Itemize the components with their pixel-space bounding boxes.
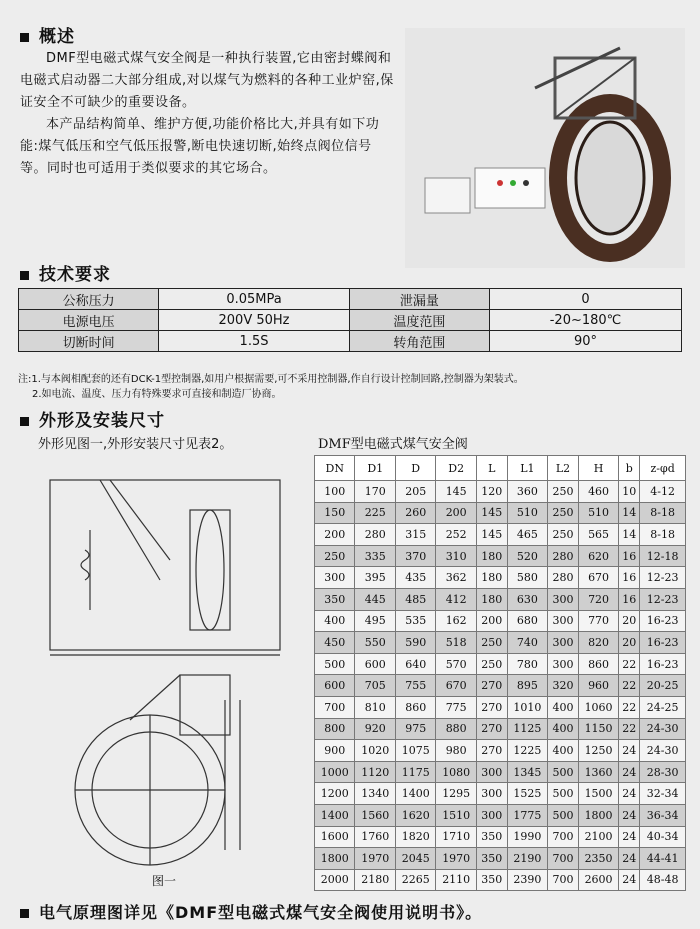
table-cell: 270 xyxy=(476,740,507,762)
table-row xyxy=(315,783,686,805)
table-cell: 780 xyxy=(507,653,547,675)
column-header: DN xyxy=(315,456,355,481)
table-header-row xyxy=(315,456,686,481)
square-bullet-icon xyxy=(20,417,29,426)
table-cell: 350 xyxy=(476,869,507,891)
table-cell: 24-30 xyxy=(640,740,686,762)
table-cell: 1075 xyxy=(395,740,435,762)
table-cell: 24 xyxy=(619,761,640,783)
table-cell: 740 xyxy=(507,632,547,654)
table-cell: 720 xyxy=(578,588,618,610)
table-cell: 670 xyxy=(578,567,618,589)
table-cell: 550 xyxy=(355,632,395,654)
square-bullet-icon xyxy=(20,271,29,280)
table-cell: 520 xyxy=(507,545,547,567)
square-bullet-icon xyxy=(20,33,29,42)
table-cell: 670 xyxy=(436,675,476,697)
table-cell: 300 xyxy=(548,653,579,675)
table-cell: 24 xyxy=(619,783,640,805)
table-cell: 2265 xyxy=(395,869,435,891)
table-cell: 250 xyxy=(476,632,507,654)
table-cell: 1970 xyxy=(436,848,476,870)
table-cell: 1970 xyxy=(355,848,395,870)
column-header: H xyxy=(578,456,618,481)
column-header: L xyxy=(476,456,507,481)
table-cell: 1340 xyxy=(355,783,395,805)
table-cell: 1400 xyxy=(395,783,435,805)
table-cell: 770 xyxy=(578,610,618,632)
table-cell: 310 xyxy=(436,545,476,567)
table-row xyxy=(315,567,686,589)
table-row xyxy=(315,740,686,762)
table-cell: 200 xyxy=(436,502,476,524)
table-cell: 465 xyxy=(507,524,547,546)
table-cell: 1800 xyxy=(315,848,355,870)
table-row xyxy=(315,610,686,632)
table-cell: 1500 xyxy=(578,783,618,805)
table-cell: 145 xyxy=(476,502,507,524)
table-cell: 250 xyxy=(315,545,355,567)
table-cell: 1225 xyxy=(507,740,547,762)
table-cell: 880 xyxy=(436,718,476,740)
table-cell: 435 xyxy=(395,567,435,589)
table-cell: 960 xyxy=(578,675,618,697)
footer-note: 电气原理图详见《DMF型电磁式煤气安全阀使用说明书》。 xyxy=(20,900,482,923)
table-row xyxy=(315,761,686,783)
column-header: D xyxy=(395,456,435,481)
table-cell: 495 xyxy=(355,610,395,632)
table-cell: 500 xyxy=(315,653,355,675)
table-cell: 14 xyxy=(619,502,640,524)
table-cell: 8-18 xyxy=(640,502,686,524)
table-cell: 900 xyxy=(315,740,355,762)
table-cell: 300 xyxy=(476,761,507,783)
table-row xyxy=(315,524,686,546)
dims-intro: 外形见图一,外形安装尺寸见表2。 xyxy=(38,437,233,452)
table-cell: 170 xyxy=(355,481,395,503)
table-cell: 860 xyxy=(395,696,435,718)
table-cell: 975 xyxy=(395,718,435,740)
table-cell: 1775 xyxy=(507,804,547,826)
table-cell: 640 xyxy=(395,653,435,675)
table-cell: 16-23 xyxy=(640,610,686,632)
table-cell: 1710 xyxy=(436,826,476,848)
table-cell: 500 xyxy=(548,761,579,783)
table-cell: 100 xyxy=(315,481,355,503)
table-row: 电源电压 200V 50Hz 温度范围 -20~180℃ xyxy=(19,310,682,331)
table-cell: 630 xyxy=(507,588,547,610)
table-cell: 600 xyxy=(355,653,395,675)
table-row xyxy=(315,848,686,870)
table-cell: 8-18 xyxy=(640,524,686,546)
table-row: 切断时间 1.5S 转角范围 90° xyxy=(19,331,682,352)
table-cell: 800 xyxy=(315,718,355,740)
table-cell: 145 xyxy=(476,524,507,546)
table-cell: 1295 xyxy=(436,783,476,805)
table-cell: 22 xyxy=(619,696,640,718)
table-cell: 810 xyxy=(355,696,395,718)
table-row xyxy=(315,588,686,610)
table-row xyxy=(315,675,686,697)
table-cell: 22 xyxy=(619,718,640,740)
table-cell: 370 xyxy=(395,545,435,567)
table-cell: 22 xyxy=(619,675,640,697)
table-cell: 24 xyxy=(619,740,640,762)
table-cell: 700 xyxy=(548,869,579,891)
table-cell: 1990 xyxy=(507,826,547,848)
table-cell: 250 xyxy=(548,524,579,546)
table-cell: 570 xyxy=(436,653,476,675)
table-cell: 300 xyxy=(548,610,579,632)
table-cell: 1175 xyxy=(395,761,435,783)
table-row xyxy=(315,545,686,567)
table-cell: 225 xyxy=(355,502,395,524)
table-cell: 150 xyxy=(315,502,355,524)
table-cell: 300 xyxy=(476,783,507,805)
table-row xyxy=(315,632,686,654)
table-cell: 1000 xyxy=(315,761,355,783)
table-row xyxy=(315,826,686,848)
table-cell: 2110 xyxy=(436,869,476,891)
dimension-table xyxy=(314,455,686,891)
table-cell: 12-18 xyxy=(640,545,686,567)
table-cell: 16 xyxy=(619,567,640,589)
table-row xyxy=(315,696,686,718)
table-row: 公称压力 0.05MPa 泄漏量 0 xyxy=(19,289,682,310)
table-cell: 895 xyxy=(507,675,547,697)
table-cell: 48-48 xyxy=(640,869,686,891)
table-cell: 600 xyxy=(315,675,355,697)
table-cell: 1800 xyxy=(578,804,618,826)
table-cell: 450 xyxy=(315,632,355,654)
table-cell: 860 xyxy=(578,653,618,675)
figure-caption: 图一 xyxy=(152,874,177,888)
column-header: b xyxy=(619,456,640,481)
overview-paragraph-2: 本产品结构简单、维护方便,功能价格比大,并具有如下功能:煤气低压和空气低压报警,断电快速切断,始终点阀位信号等。同时也可适用于类似要求的其它场合。 xyxy=(20,117,380,176)
table-cell: 518 xyxy=(436,632,476,654)
column-header: z-φd xyxy=(640,456,686,481)
table-cell: 620 xyxy=(578,545,618,567)
table-cell: 2390 xyxy=(507,869,547,891)
table-cell: 680 xyxy=(507,610,547,632)
table-cell: 320 xyxy=(548,675,579,697)
table-cell: 700 xyxy=(315,696,355,718)
table-cell: 400 xyxy=(548,718,579,740)
table-cell: 1345 xyxy=(507,761,547,783)
table-cell: 24 xyxy=(619,869,640,891)
table-cell: 535 xyxy=(395,610,435,632)
tech-notes xyxy=(18,372,524,402)
table-cell: 335 xyxy=(355,545,395,567)
table-cell: 10 xyxy=(619,481,640,503)
table-cell: 1010 xyxy=(507,696,547,718)
table-cell: 565 xyxy=(578,524,618,546)
product-photo xyxy=(405,28,685,268)
table-cell: 1560 xyxy=(355,804,395,826)
table-cell: 775 xyxy=(436,696,476,718)
table-cell: 16 xyxy=(619,545,640,567)
table-cell: 280 xyxy=(548,545,579,567)
square-bullet-icon xyxy=(20,909,29,918)
table-cell: 1060 xyxy=(578,696,618,718)
table-cell: 1080 xyxy=(436,761,476,783)
table-cell: 360 xyxy=(507,481,547,503)
table-cell: 44-41 xyxy=(640,848,686,870)
table-row xyxy=(315,502,686,524)
table-cell: 28-30 xyxy=(640,761,686,783)
table-cell: 980 xyxy=(436,740,476,762)
table-cell: 16-23 xyxy=(640,632,686,654)
tech-spec-table xyxy=(18,288,682,352)
table-cell: 24-25 xyxy=(640,696,686,718)
table-cell: 260 xyxy=(395,502,435,524)
table-cell: 1200 xyxy=(315,783,355,805)
table-row xyxy=(315,481,686,503)
column-header: L1 xyxy=(507,456,547,481)
table-cell: 300 xyxy=(548,632,579,654)
table-cell: 300 xyxy=(548,588,579,610)
dims-heading: 外形及安装尺寸 xyxy=(20,406,165,431)
table-cell: 705 xyxy=(355,675,395,697)
overview-paragraph-1: DMF型电磁式煤气安全阀是一种执行装置,它由密封蝶阀和电磁式启动器二大部分组成,对以煤气为燃料的各种工业炉窑,保证安全不可缺少的重要设备。 xyxy=(20,51,394,110)
overview-text xyxy=(20,48,395,180)
table-row xyxy=(315,869,686,891)
table-cell: 350 xyxy=(476,848,507,870)
table-cell: 412 xyxy=(436,588,476,610)
table-cell: 252 xyxy=(436,524,476,546)
table-cell: 485 xyxy=(395,588,435,610)
dims-table-title: DMF型电磁式煤气安全阀 xyxy=(318,437,468,452)
table-cell: 920 xyxy=(355,718,395,740)
table-cell: 270 xyxy=(476,675,507,697)
table-cell: 180 xyxy=(476,588,507,610)
table-cell: 395 xyxy=(355,567,395,589)
table-cell: 2045 xyxy=(395,848,435,870)
table-cell: 280 xyxy=(548,567,579,589)
note-1: 注:1.与本阀相配套的还有DCK-1型控制器,如用户根据需要,可不采用控制器,作自行设计控制回路,控制器为架装式。 xyxy=(18,374,524,385)
table-cell: 400 xyxy=(548,696,579,718)
table-cell: 2190 xyxy=(507,848,547,870)
table-cell: 590 xyxy=(395,632,435,654)
table-row xyxy=(315,718,686,740)
table-cell: 24 xyxy=(619,804,640,826)
table-cell: 32-34 xyxy=(640,783,686,805)
table-cell: 200 xyxy=(476,610,507,632)
tech-heading: 技术要求 xyxy=(20,260,111,285)
table-cell: 20 xyxy=(619,632,640,654)
table-cell: 300 xyxy=(315,567,355,589)
table-cell: 1125 xyxy=(507,718,547,740)
table-cell: 500 xyxy=(548,804,579,826)
table-cell: 16 xyxy=(619,588,640,610)
outline-drawing xyxy=(30,470,300,890)
table-cell: 14 xyxy=(619,524,640,546)
table-cell: 1525 xyxy=(507,783,547,805)
table-cell: 24 xyxy=(619,826,640,848)
table-cell: 700 xyxy=(548,826,579,848)
table-row xyxy=(315,804,686,826)
table-cell: 1020 xyxy=(355,740,395,762)
table-cell: 510 xyxy=(507,502,547,524)
table-cell: 1510 xyxy=(436,804,476,826)
table-cell: 280 xyxy=(355,524,395,546)
table-cell: 250 xyxy=(548,481,579,503)
table-cell: 205 xyxy=(395,481,435,503)
table-cell: 145 xyxy=(436,481,476,503)
table-cell: 1760 xyxy=(355,826,395,848)
column-header: D2 xyxy=(436,456,476,481)
table-cell: 250 xyxy=(548,502,579,524)
table-cell: 22 xyxy=(619,653,640,675)
table-cell: 250 xyxy=(476,653,507,675)
table-cell: 1400 xyxy=(315,804,355,826)
table-cell: 2000 xyxy=(315,869,355,891)
table-cell: 12-23 xyxy=(640,588,686,610)
table-row xyxy=(315,653,686,675)
table-cell: 1150 xyxy=(578,718,618,740)
table-cell: 20 xyxy=(619,610,640,632)
table-cell: 460 xyxy=(578,481,618,503)
table-cell: 270 xyxy=(476,718,507,740)
table-cell: 2180 xyxy=(355,869,395,891)
table-cell: 350 xyxy=(315,588,355,610)
column-header: D1 xyxy=(355,456,395,481)
table-cell: 700 xyxy=(548,848,579,870)
table-cell: 1250 xyxy=(578,740,618,762)
table-cell: 1600 xyxy=(315,826,355,848)
table-cell: 400 xyxy=(548,740,579,762)
table-cell: 16-23 xyxy=(640,653,686,675)
table-cell: 40-34 xyxy=(640,826,686,848)
table-cell: 162 xyxy=(436,610,476,632)
table-cell: 362 xyxy=(436,567,476,589)
table-cell: 580 xyxy=(507,567,547,589)
table-cell: 500 xyxy=(548,783,579,805)
table-cell: 180 xyxy=(476,567,507,589)
table-cell: 12-23 xyxy=(640,567,686,589)
table-cell: 24 xyxy=(619,848,640,870)
overview-heading: 概述 xyxy=(20,22,75,47)
table-cell: 4-12 xyxy=(640,481,686,503)
table-cell: 510 xyxy=(578,502,618,524)
table-cell: 1360 xyxy=(578,761,618,783)
table-cell: 2100 xyxy=(578,826,618,848)
note-2: 2.如电流、温度、压力有特殊要求可直接和制造厂协商。 xyxy=(32,389,282,400)
table-cell: 36-34 xyxy=(640,804,686,826)
table-cell: 755 xyxy=(395,675,435,697)
table-cell: 120 xyxy=(476,481,507,503)
table-cell: 820 xyxy=(578,632,618,654)
table-cell: 200 xyxy=(315,524,355,546)
table-cell: 2600 xyxy=(578,869,618,891)
table-cell: 24-30 xyxy=(640,718,686,740)
table-cell: 350 xyxy=(476,826,507,848)
table-cell: 400 xyxy=(315,610,355,632)
table-cell: 1120 xyxy=(355,761,395,783)
table-cell: 300 xyxy=(476,804,507,826)
column-header: L2 xyxy=(548,456,579,481)
table-cell: 445 xyxy=(355,588,395,610)
table-cell: 1620 xyxy=(395,804,435,826)
table-cell: 20-25 xyxy=(640,675,686,697)
table-cell: 1820 xyxy=(395,826,435,848)
table-cell: 180 xyxy=(476,545,507,567)
table-cell: 2350 xyxy=(578,848,618,870)
table-cell: 270 xyxy=(476,696,507,718)
table-cell: 315 xyxy=(395,524,435,546)
